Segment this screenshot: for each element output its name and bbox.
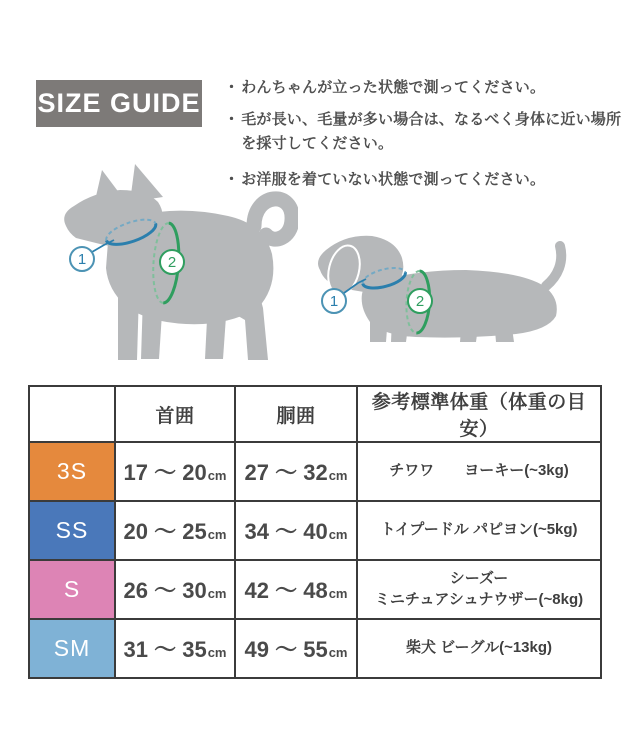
dog-silhouette-standing-icon: [42, 162, 298, 370]
unit-label: cm: [328, 645, 348, 660]
dog-diagram-small: [306, 224, 576, 353]
unit-label: cm: [207, 468, 227, 483]
range-value: 26 ～ 30: [123, 578, 207, 603]
bullet-icon: ・: [224, 170, 240, 188]
weight-line: トイプードル パピヨン(~5kg): [380, 521, 578, 539]
neck-range: [115, 619, 235, 678]
unit-label: cm: [328, 468, 348, 483]
girth-marker-badge: [160, 250, 184, 274]
weight-line: 柴犬 ビーグル(~13kg): [405, 639, 553, 657]
header-girth: 胴囲: [235, 386, 357, 442]
neck-range: [115, 442, 235, 501]
svg-text:1: 1: [77, 251, 87, 268]
note-item: [224, 108, 622, 155]
table-row-ss: [29, 501, 601, 560]
neck-marker-badge: [70, 247, 94, 271]
header-size: [29, 386, 115, 442]
range-value: 31 ～ 35: [123, 637, 207, 662]
weight-reference: [357, 442, 601, 501]
dog-diagram-large: [42, 162, 298, 375]
dog-silhouette-dachshund-icon: [306, 224, 576, 348]
table-row-s: [29, 560, 601, 619]
range-value: 49 ～ 55: [244, 637, 328, 662]
weight-reference: [357, 501, 601, 560]
range-value: 20 ～ 25: [123, 519, 207, 544]
table-row-3s: [29, 442, 601, 501]
range-value: 42 ～ 48: [244, 578, 328, 603]
range-value: 34 ～ 40: [244, 519, 328, 544]
unit-label: cm: [207, 586, 227, 601]
note-text: わんちゃんが立った状態で測ってください。: [241, 79, 546, 96]
header-weight: 参考標準体重（体重の目安）: [357, 386, 601, 442]
size-label: SS: [29, 501, 115, 560]
svg-text:1: 1: [329, 293, 339, 310]
girth-range: [235, 501, 357, 560]
size-table: [28, 385, 602, 679]
girth-range: [235, 619, 357, 678]
unit-label: cm: [328, 527, 348, 542]
weight-line: チワワ ヨーキー(~3kg): [389, 462, 569, 480]
weight-reference: [357, 619, 601, 678]
weight-reference: [357, 560, 601, 619]
table-row-sm: [29, 619, 601, 678]
svg-text:2: 2: [415, 293, 425, 310]
range-value: 27 ～ 32: [244, 460, 328, 485]
girth-range: [235, 442, 357, 501]
size-guide-banner: [36, 80, 202, 127]
bullet-icon: ・: [224, 111, 240, 129]
size-label: SM: [29, 619, 115, 678]
note-item: [224, 76, 622, 99]
size-table-header-row: [29, 386, 601, 442]
size-label: S: [29, 560, 115, 619]
neck-range: [115, 560, 235, 619]
size-guide-title: SIZE GUIDE: [37, 88, 201, 118]
size-label: 3S: [29, 442, 115, 501]
neck-marker-badge: [322, 289, 346, 313]
range-value: 17 ～ 20: [123, 460, 207, 485]
unit-label: cm: [328, 586, 348, 601]
weight-line: シーズー: [449, 570, 509, 588]
svg-text:2: 2: [167, 254, 177, 271]
neck-range: [115, 501, 235, 560]
note-text: 毛が長い、毛量が多い場合は、なるべく身体に近い場所を採寸してください。: [241, 111, 622, 152]
girth-marker-badge: [408, 289, 432, 313]
unit-label: cm: [207, 645, 227, 660]
weight-line: ミニチュアシュナウザー(~8kg): [374, 590, 584, 608]
unit-label: cm: [207, 527, 227, 542]
girth-range: [235, 560, 357, 619]
note-text: お洋服を着ていない状態で測ってください。: [241, 170, 546, 188]
header-neck: 首囲: [115, 386, 235, 442]
bullet-icon: ・: [224, 79, 240, 96]
